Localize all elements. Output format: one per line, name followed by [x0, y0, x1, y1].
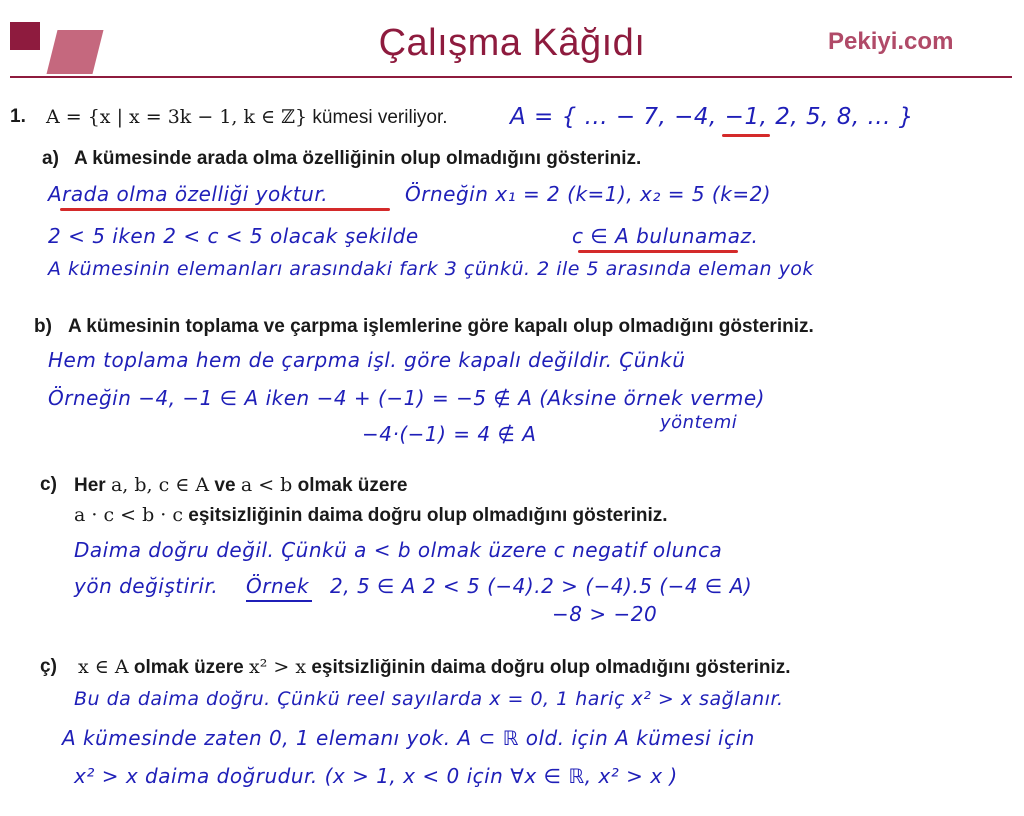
- part-c-question2: [74, 504, 668, 527]
- red-underline-a1: [60, 208, 390, 211]
- hw-set-listing: A = { ... − 7, −4, −1, 2, 5, 8, ... }: [510, 104, 914, 130]
- part-c-cedilla-label: ç): [40, 656, 57, 677]
- header-divider: [10, 76, 1012, 78]
- hw-cc-line1: Bu da daima doğru. Çünkü reel sayılarda x = 0, 1 hariç x² > x sağlanır.: [74, 688, 784, 710]
- cc-math2: x² > x: [248, 656, 307, 678]
- part-c-question: [74, 474, 407, 497]
- cc-end: eşitsizliğinin daima doğru olup olmadığını gösteriniz.: [311, 657, 791, 678]
- hw-a-line2: 2 < 5 iken 2 < c < 5 olacak şekilde: [48, 224, 419, 248]
- hw-b-line3a: −4·(−1) = 4 ∉ A: [362, 422, 537, 446]
- c-lead: Her: [74, 475, 106, 496]
- page-title: Çalışma Kâğıdı: [378, 22, 646, 64]
- hw-c-line2-underlined: Örnek: [246, 574, 310, 598]
- part-b-label: b): [34, 316, 52, 337]
- hw-a-line2-underlined: c ∈ A bulunamaz.: [572, 224, 759, 248]
- hw-b-line2: Örneğin −4, −1 ∈ A iken −4 + (−1) = −5 ∉ A (Aksine örnek verme): [48, 386, 765, 410]
- blue-underline-ornek: [246, 600, 312, 602]
- hw-a-line1-rest: Örneğin x₁ = 2 (k=1), x₂ = 5 (k=2): [405, 182, 772, 206]
- question-number: 1.: [10, 106, 26, 127]
- hw-a-line1-underlined: Arada olma özelliği yoktur.: [48, 182, 329, 206]
- c-math2: a < b: [240, 474, 293, 496]
- hw-c-line2-start: yön değiştirir.: [74, 574, 219, 598]
- hw-b-line1: Hem toplama hem de çarpma işl. göre kapalı değildir. Çünkü: [48, 348, 686, 372]
- cc-mid: olmak üzere: [133, 657, 244, 678]
- c-end: olmak üzere: [297, 475, 408, 496]
- part-c-label: c): [40, 474, 57, 495]
- hw-a-line3: A kümesinin elemanları arasındaki fark 3 çünkü. 2 ile 5 arasında eleman yok: [48, 258, 814, 280]
- hw-c-line1: Daima doğru değil. Çünkü a < b olmak üzere c negatif olunca: [74, 538, 723, 562]
- hw-c-line2-rest: 2, 5 ∈ A 2 < 5 (−4).2 > (−4).5 (−4 ∈ A): [330, 574, 753, 598]
- hw-b-line3b: yöntemi: [660, 412, 738, 433]
- part-a-question: A kümesinde arada olma özelliğinin olup olmadığını gösteriniz.: [74, 148, 642, 169]
- part-c-cedilla-question: [78, 656, 791, 679]
- red-underline-a2: [578, 250, 738, 253]
- red-underline-2-5: [722, 134, 770, 137]
- hw-cc-line2: A kümesinde zaten 0, 1 elemanı yok. A ⊂ ℝ old. için A kümesi için: [62, 726, 755, 750]
- hw-c-line3: −8 > −20: [552, 602, 658, 626]
- c-math1: a, b, c ∈ A: [110, 474, 210, 496]
- hw-cc-line3: x² > x daima doğrudur. (x > 1, x < 0 için ∀x ∈ ℝ, x² > x ): [74, 764, 678, 788]
- brand-name: Pekiyi.com: [828, 28, 954, 55]
- part-a-label: a): [42, 148, 59, 169]
- set-definition: A = {x | x = 3k − 1, k ∈ ℤ}: [46, 106, 308, 128]
- c-mid: ve: [214, 475, 236, 496]
- c-math3: a · c < b · c: [74, 504, 184, 526]
- part-b-question: A kümesinin toplama ve çarpma işlemlerine göre kapalı olup olmadığını gösteriniz.: [68, 316, 814, 337]
- c-q2-text: eşitsizliğinin daima doğru olup olmadığını gösteriniz.: [188, 505, 668, 526]
- question-statement: [46, 106, 448, 129]
- statement-text: kümesi veriliyor.: [312, 107, 448, 128]
- cc-math1: x ∈ A: [78, 656, 129, 678]
